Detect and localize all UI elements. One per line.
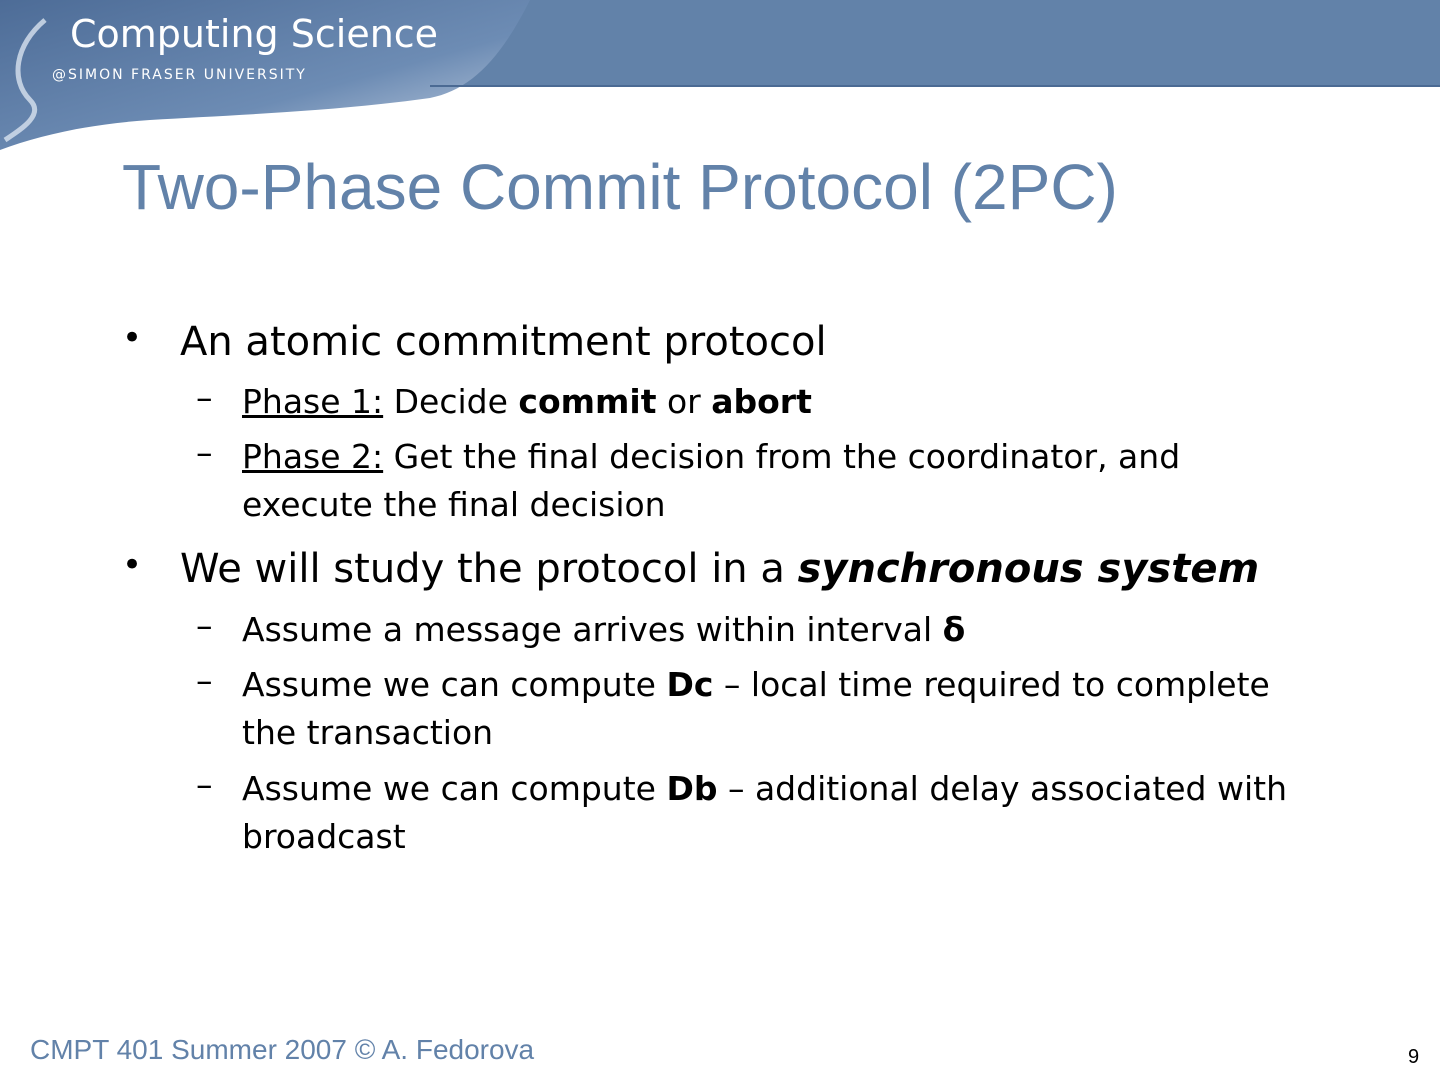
- sub-bullet-text: [242, 433, 1302, 529]
- dash-marker: –: [196, 765, 213, 804]
- page-number: 9: [1408, 1046, 1420, 1068]
- dash-marker: –: [196, 378, 213, 417]
- text-fragment: Get the final decision from the coordinator, and execute the final decision: [242, 437, 1181, 524]
- text-fragment: Assume we can compute: [242, 769, 667, 808]
- text-fragment: – additional delay associated with broadcast: [242, 769, 1288, 856]
- dash-marker: –: [196, 433, 213, 472]
- dash-marker: –: [196, 661, 213, 700]
- logo-title: Computing Science: [70, 12, 439, 56]
- text-fragment: Assume we can compute: [242, 665, 667, 704]
- text-fragment: Decide: [383, 382, 519, 421]
- header-banner: [0, 0, 1440, 150]
- synchronous-system-emphasis: synchronous system: [797, 546, 1260, 592]
- abort-keyword: abort: [711, 382, 812, 421]
- bullet-dot: •: [122, 318, 143, 358]
- sub-bullet-text: [242, 765, 1302, 861]
- footer-course-credit: CMPT 401 Summer 2007 © A. Fedorova: [30, 1034, 535, 1065]
- text-fragment: Assume a message arrives within interval: [242, 610, 943, 649]
- text-fragment: or: [656, 382, 712, 421]
- dc-term: Dc: [666, 665, 714, 704]
- bullet-text: An atomic commitment protocol: [180, 319, 827, 365]
- commit-keyword: commit: [518, 382, 657, 421]
- dash-marker: –: [196, 606, 213, 645]
- db-term: Db: [666, 769, 718, 808]
- bullet-dot: •: [122, 545, 143, 585]
- phase-2-label: Phase 2:: [242, 437, 384, 476]
- delta-symbol: δ: [942, 610, 966, 649]
- bullet-text: [180, 545, 1259, 593]
- slide-title: Two-Phase Commit Protocol (2PC): [122, 151, 1118, 223]
- sub-bullet-text: [242, 661, 1302, 757]
- sub-bullet-text: [242, 606, 1302, 654]
- logo-subtitle: @SIMON FRASER UNIVERSITY: [52, 67, 307, 83]
- phase-1-label: Phase 1:: [242, 382, 384, 421]
- sub-bullet-text: [242, 378, 1302, 426]
- text-fragment: – local time required to complete the transaction: [242, 665, 1270, 752]
- text-fragment: We will study the protocol in a: [180, 546, 798, 592]
